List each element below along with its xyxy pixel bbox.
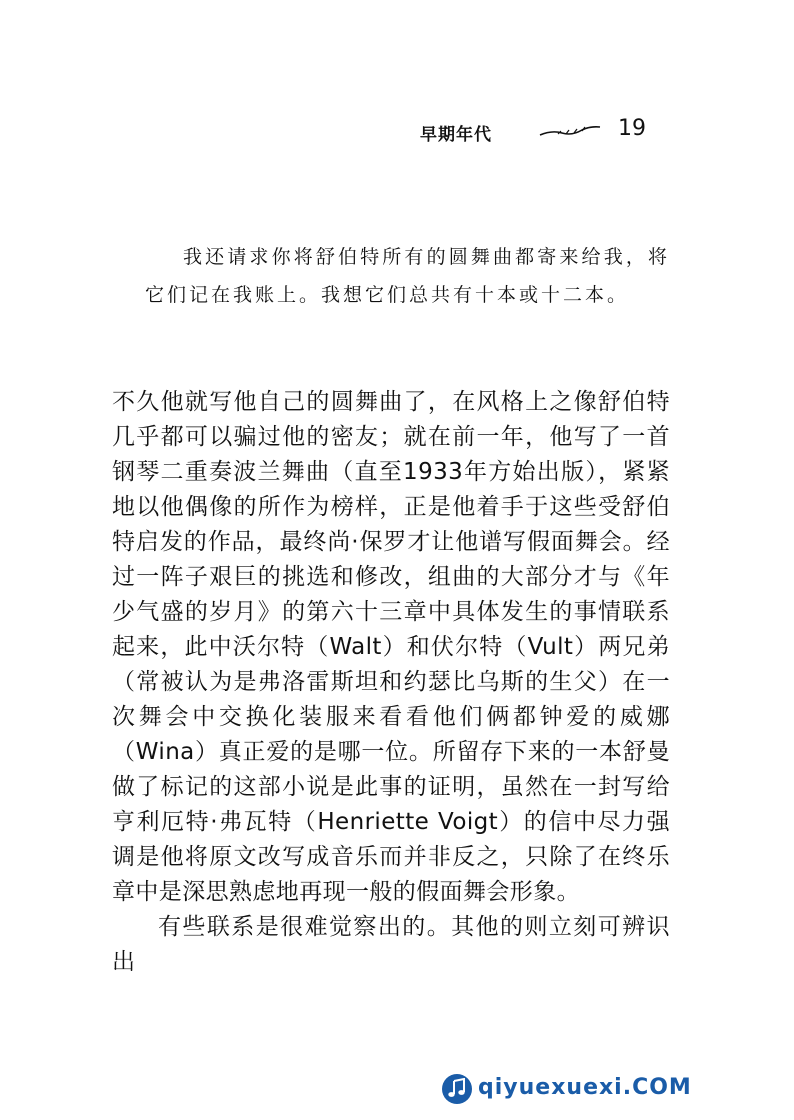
block-quote (145, 238, 670, 314)
ornament-icon (538, 124, 602, 138)
music-note-icon (442, 1074, 472, 1104)
chapter-title: 早期年代 (420, 125, 492, 145)
body-text (112, 385, 670, 980)
watermark (442, 1074, 772, 1106)
running-header (420, 116, 660, 150)
watermark-text: qiyuexuexi.COM (478, 1075, 692, 1100)
quote-text: 我还请求你将舒伯特所有的圆舞曲都寄来给我，将它们记在我账上。我想它们总共有十本或十二本。 (145, 246, 670, 306)
paragraph: 不久他就写他自己的圆舞曲了，在风格上之像舒伯特几乎都可以骗过他的密友；就在前一年，他写了一首钢琴二重奏波兰舞曲（直至1933年方始出版），紧紧地以他偶像的所作为榜样，正是他着手于这些受舒伯特启发的作品，最终尚·保罗才让他谱写假面舞会。经过一阵子艰巨的挑选和修改，组曲的大部分才与《年少气盛的岁月》的第六十三章中具体发生的事情联系起来，此中沃尔特（Walt）和伏尔特（Vult）两兄弟（常被认为是弗洛雷斯坦和约瑟比乌斯的生父）在一次舞会中交换化装服来看看他们俩都钟爱的威娜（Wina）真正爱的是哪一位。所留存下来的一本舒曼做了标记的这部小说是此事的证明，虽然在一封写给亨利厄特·弗瓦特（Henriette Voigt）的信中尽力强调是他将原文改写成音乐而并非反之，只除了在终乐章中是深思熟虑地再现一般的假面舞会形象。 (112, 389, 670, 905)
page-number: 19 (618, 116, 646, 141)
paragraph: 有些联系是很难觉察出的。其他的则立刻可辨识出 (112, 914, 670, 975)
